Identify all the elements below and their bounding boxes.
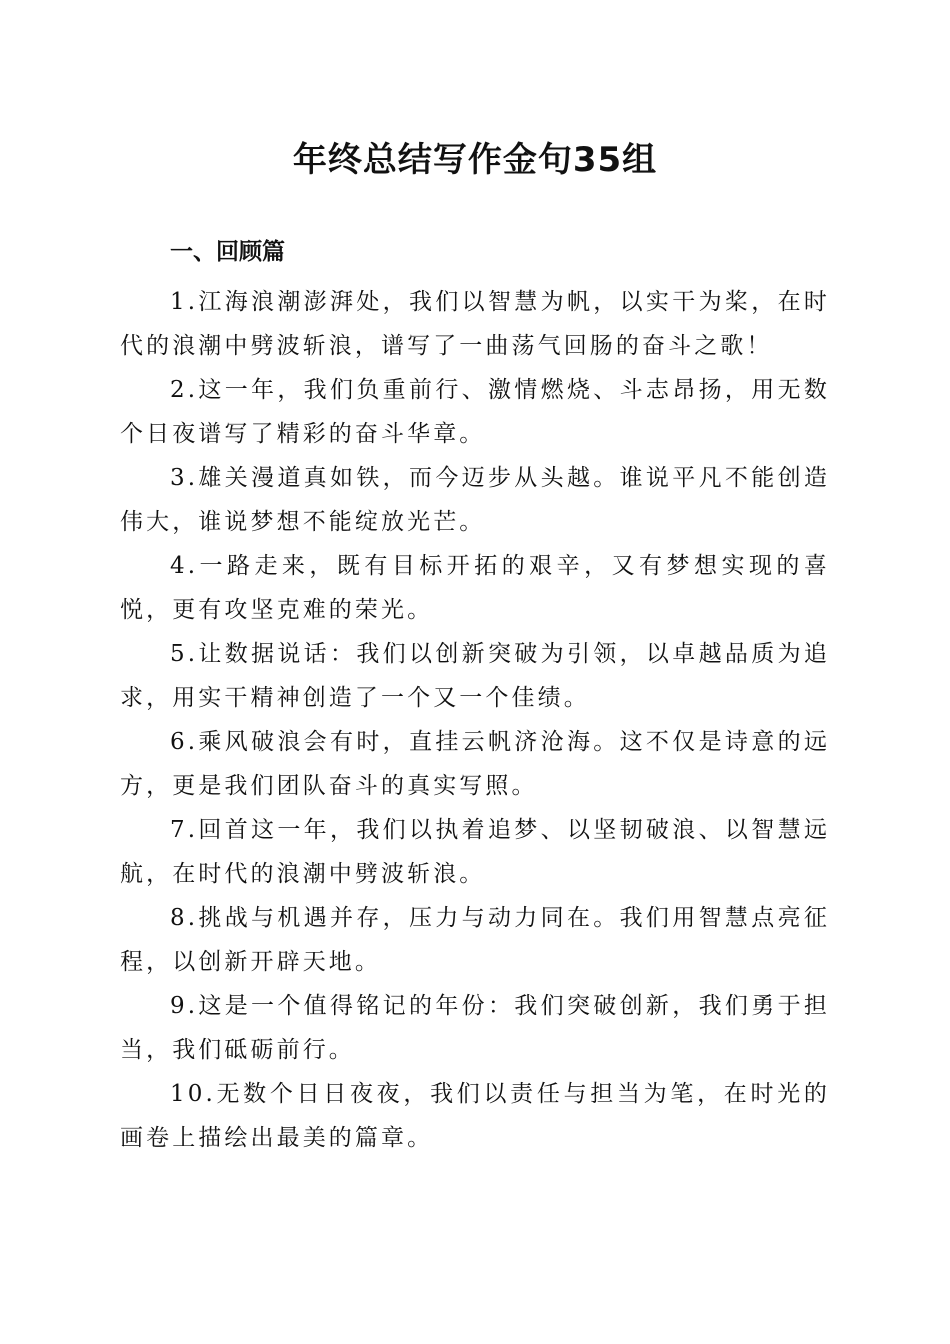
paragraph-2: 2.这一年，我们负重前行、激情燃烧、斗志昂扬，用无数个日夜谱写了精彩的奋斗华章。 xyxy=(120,377,830,447)
paragraph-10: 10.无数个日日夜夜，我们以责任与担当为笔，在时光的画卷上描绘出最美的篇章。 xyxy=(120,1081,830,1151)
section-heading: 一、回顾篇 xyxy=(170,239,285,265)
paragraph-8: 8.挑战与机遇并存，压力与动力同在。我们用智慧点亮征程，以创新开辟天地。 xyxy=(120,905,830,975)
document-title: 年终总结写作金句35组 xyxy=(292,140,658,180)
paragraph-9: 9.这是一个值得铭记的年份：我们突破创新，我们勇于担当，我们砥砺前行。 xyxy=(120,993,830,1063)
paragraph-list xyxy=(120,280,830,1160)
paragraph-1: 1.江海浪潮澎湃处，我们以智慧为帆，以实干为桨，在时代的浪潮中劈波斩浪，谱写了一曲荡气回肠的奋斗之歌！ xyxy=(120,289,830,359)
paragraph-3: 3.雄关漫道真如铁，而今迈步从头越。谁说平凡不能创造伟大，谁说梦想不能绽放光芒。 xyxy=(120,465,830,535)
paragraph-4: 4.一路走来，既有目标开拓的艰辛，又有梦想实现的喜悦，更有攻坚克难的荣光。 xyxy=(120,553,830,623)
paragraph-6: 6.乘风破浪会有时，直挂云帆济沧海。这不仅是诗意的远方，更是我们团队奋斗的真实写照。 xyxy=(120,729,830,799)
paragraph-7: 7.回首这一年，我们以执着追梦、以坚韧破浪、以智慧远航，在时代的浪潮中劈波斩浪。 xyxy=(120,817,830,887)
paragraph-5: 5.让数据说话：我们以创新突破为引领，以卓越品质为追求，用实干精神创造了一个又一个佳绩。 xyxy=(120,641,830,711)
